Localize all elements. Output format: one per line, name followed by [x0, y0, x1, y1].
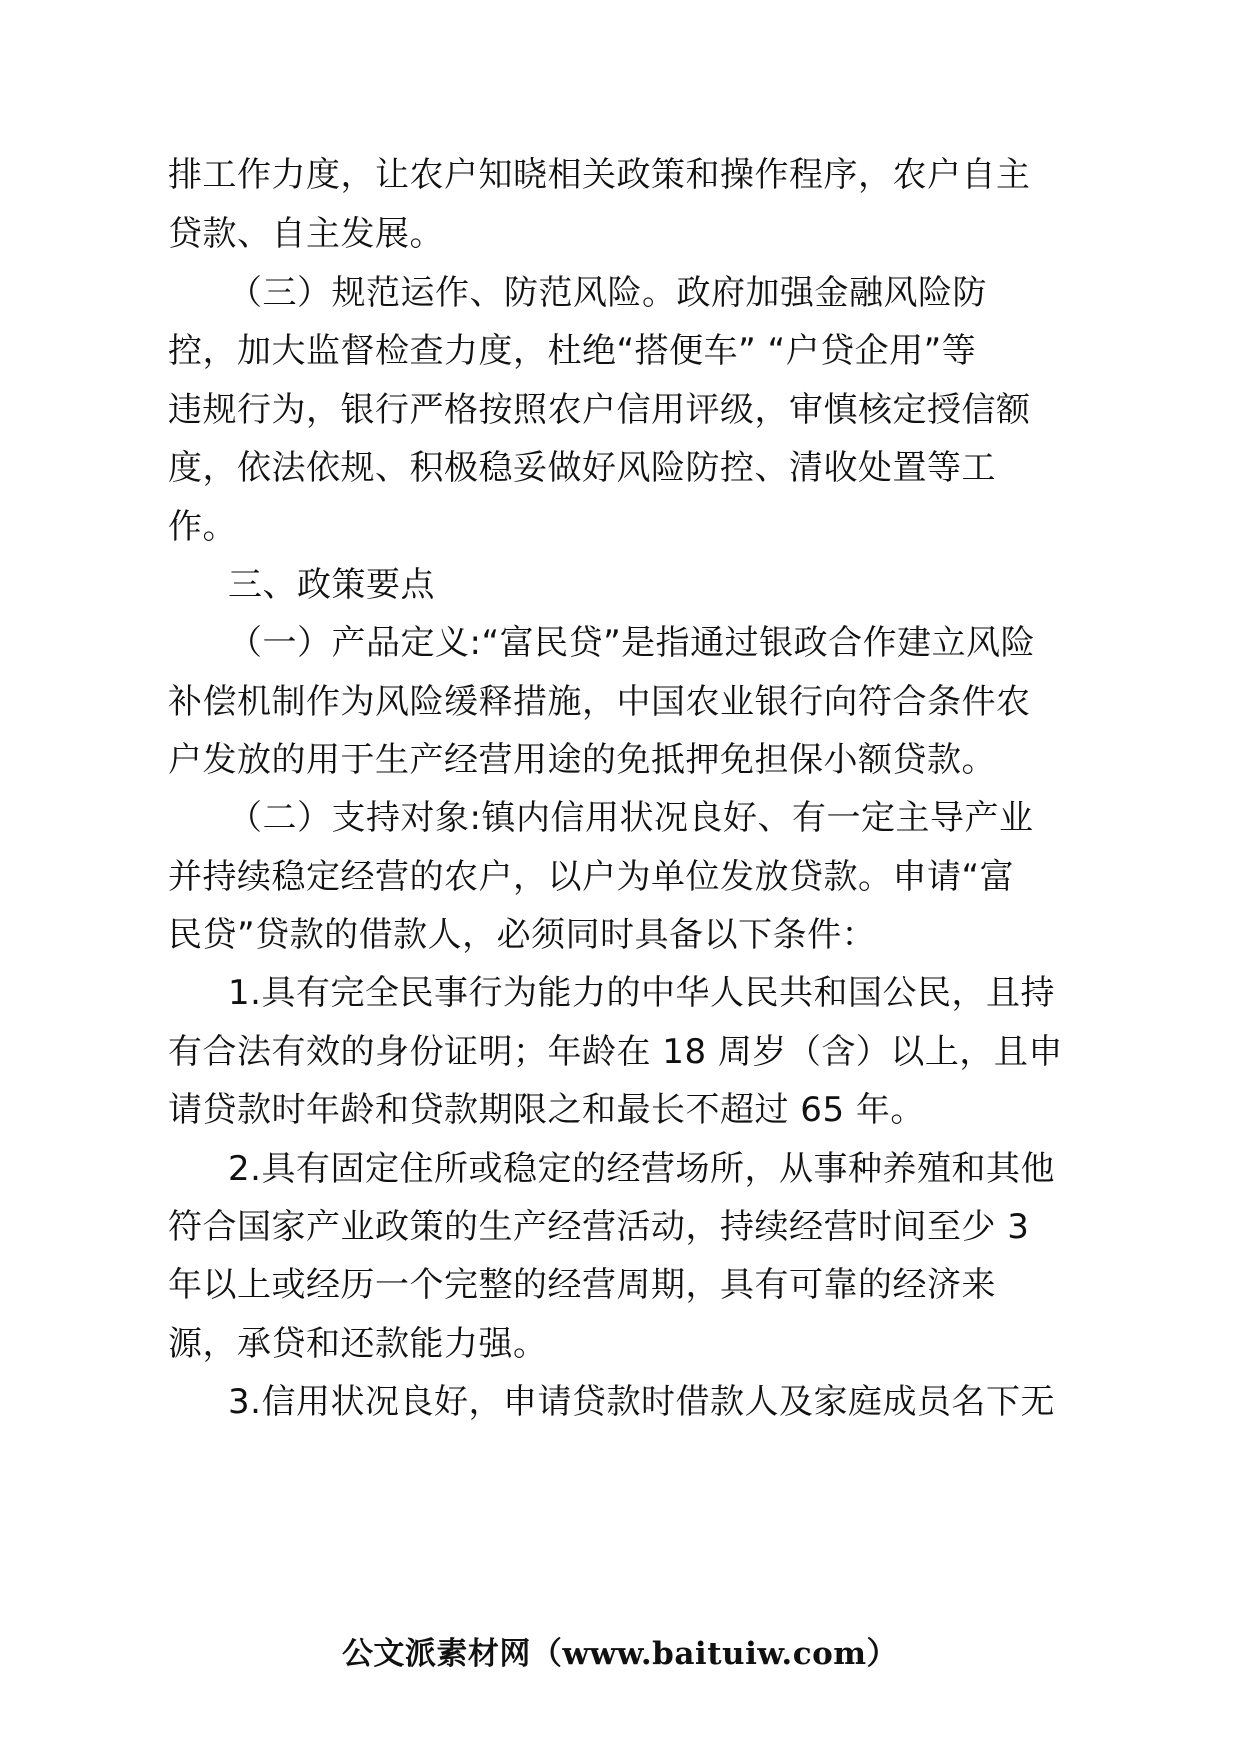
body-line-9: （一）产品定义:“富民贷”是指通过银政合作建立风险 — [228, 623, 1036, 663]
body-line-3: （三）规范运作、防范风险。政府加强金融风险防 — [228, 273, 987, 313]
body-line-21: 源，承贷和还款能力强。 — [168, 1324, 548, 1364]
body-line-18: 2.具有固定住所或稳定的经营场所，从事种养殖和其他 — [228, 1149, 1055, 1189]
body-line-16: 有合法有效的身份证明；年龄在 18 周岁（含）以上，且申 — [168, 1032, 1063, 1072]
body-line-5: 违规行为，银行严格按照农户信用评级，审慎核定授信额 — [168, 390, 1031, 430]
body-line-17: 请贷款时年龄和贷款期限之和最长不超过 65 年。 — [168, 1090, 925, 1130]
body-line-14: 民贷”贷款的借款人，必须同时具备以下条件： — [168, 915, 877, 955]
body-line-6: 度，依法依规、积极稳妥做好风险防控、清收处置等工 — [168, 448, 996, 488]
body-line-7: 作。 — [168, 507, 237, 547]
body-line-13: 并持续稳定经营的农户，以户为单位发放贷款。申请“富 — [168, 857, 1015, 897]
body-line-20: 年以上或经历一个完整的经营周期，具有可靠的经济来 — [168, 1265, 996, 1305]
body-line-22: 3.信用状况良好，申请贷款时借款人及家庭成员名下无 — [228, 1382, 1055, 1422]
body-line-19: 符合国家产业政策的生产经营活动，持续经营时间至少 3 — [168, 1207, 1030, 1247]
body-line-10: 补偿机制作为风险缓释措施，中国农业银行向符合条件农 — [168, 682, 1031, 722]
body-line-4: 控，加大监督检查力度，杜绝“搭便车” “户贷企用”等 — [168, 331, 977, 371]
body-line-1: 排工作力度，让农户知晓相关政策和操作程序，农户自主 — [168, 155, 1031, 195]
section-heading: 三、政策要点 — [228, 565, 435, 605]
body-line-12: （二）支持对象:镇内信用状况良好、有一定主导产业 — [228, 798, 1034, 838]
body-line-15: 1.具有完全民事行为能力的中华人民共和国公民，且持 — [228, 973, 1055, 1013]
body-line-11: 户发放的用于生产经营用途的免抵押免担保小额贷款。 — [168, 740, 996, 780]
body-line-2: 贷款、自主发展。 — [168, 214, 444, 254]
footer-watermark-text: 公文派素材网（www.baituiw.com） — [341, 1636, 899, 1672]
